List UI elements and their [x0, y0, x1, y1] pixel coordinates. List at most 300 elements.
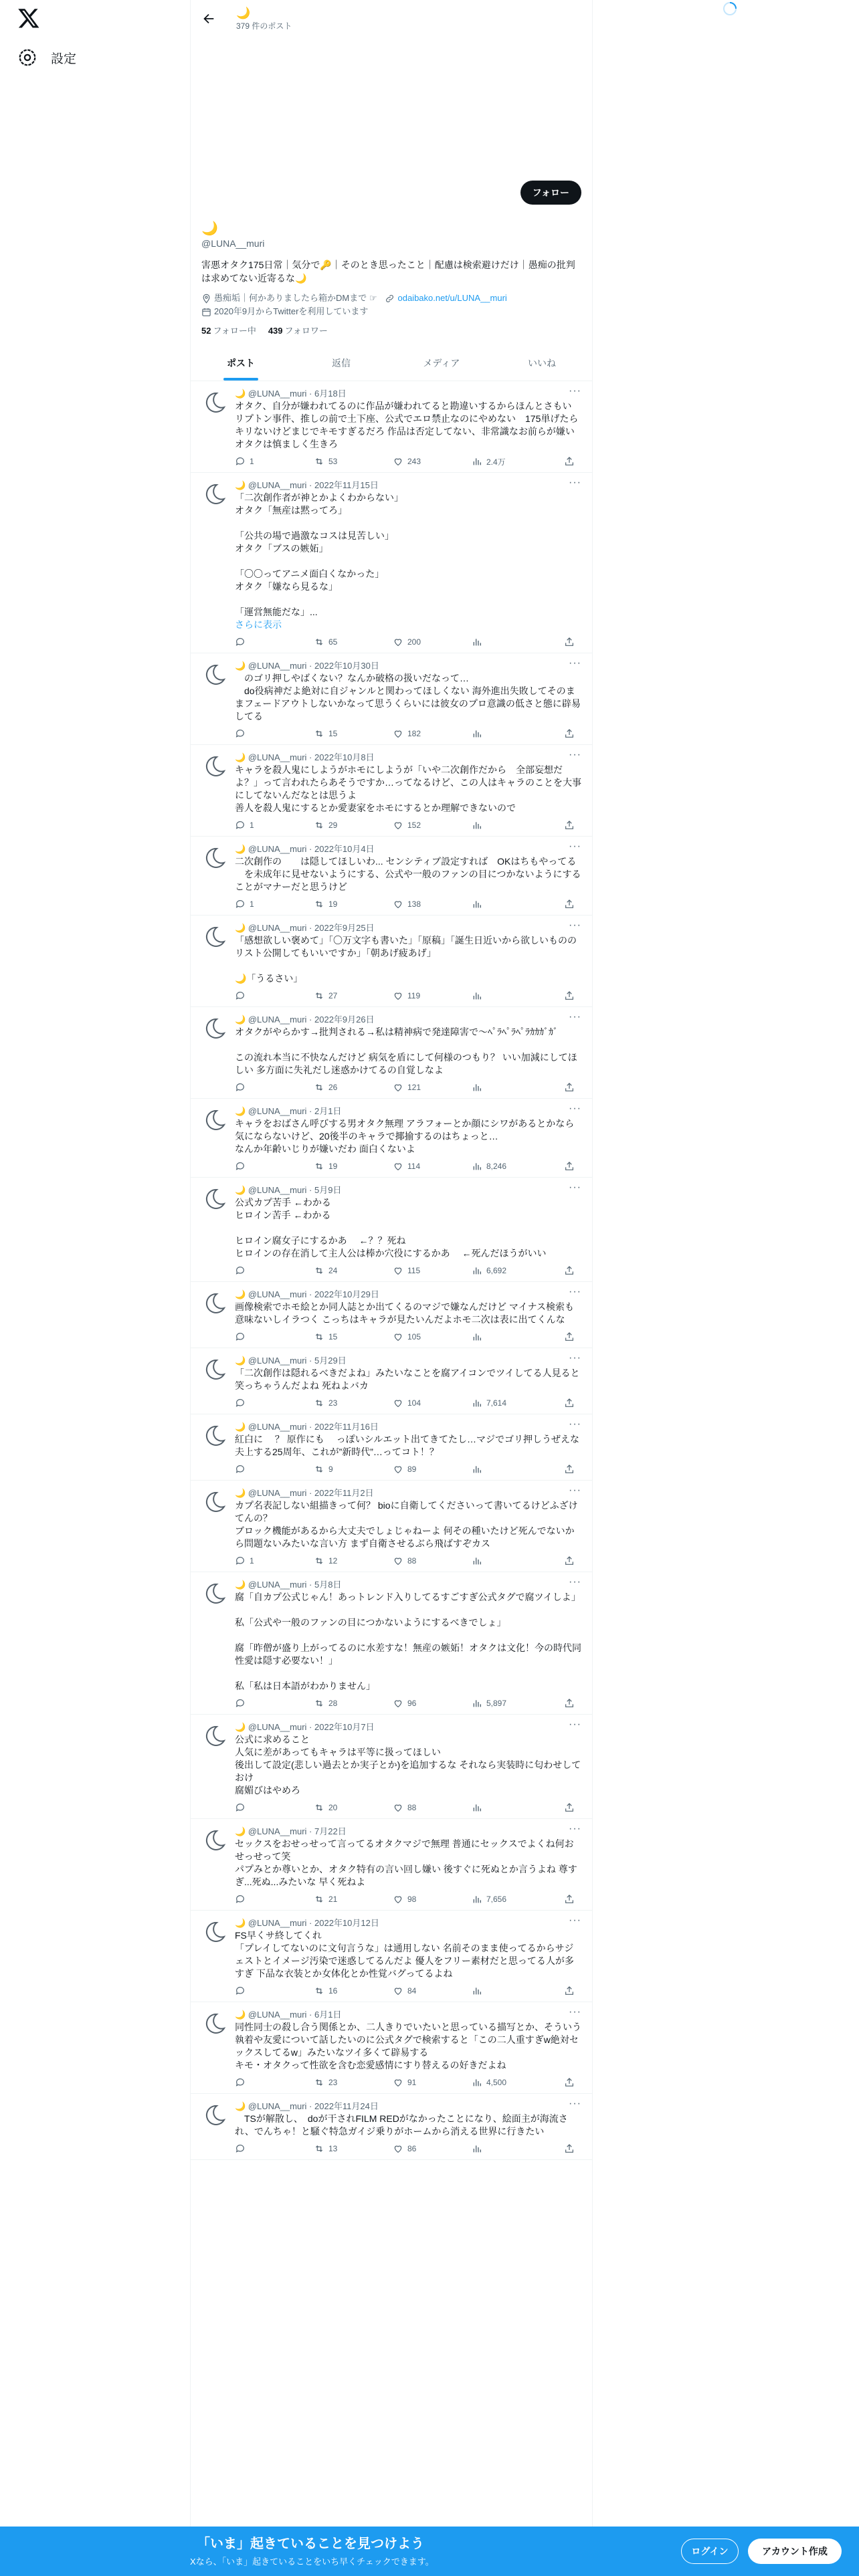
repost-button[interactable] — [314, 1265, 393, 1276]
more-options-icon[interactable]: ··· — [569, 477, 581, 488]
reply-button[interactable] — [235, 990, 314, 1001]
more-options-icon[interactable]: ··· — [569, 1286, 581, 1297]
reply-icon — [235, 990, 246, 1001]
views-button[interactable] — [472, 1802, 551, 1813]
moon-avatar-icon[interactable] — [201, 661, 228, 688]
post[interactable]: ··· 🌙 @LUNA__muri · 2022年9月25日 「感想欲しい褒めて」「〇万文字も書いた」「原稿」「誕生日近いから欲しいもののリスト公開してもいいですか」「朝あげ疲あげ」 🌙「うるさい」 27 119 — [191, 916, 592, 1007]
moon-avatar-icon[interactable] — [201, 1723, 228, 1749]
share-button[interactable] — [564, 1555, 579, 1566]
like-button[interactable] — [393, 728, 472, 739]
repost-count: 12 — [328, 1556, 338, 1566]
post-author-handle[interactable]: @LUNA__muri — [248, 1014, 307, 1025]
moon-avatar-icon[interactable] — [201, 2010, 228, 2037]
heart-icon — [393, 456, 403, 467]
share-button[interactable] — [564, 637, 579, 647]
like-button[interactable] — [393, 820, 472, 831]
like-button[interactable] — [393, 1698, 472, 1709]
views-button[interactable] — [472, 1398, 551, 1408]
post-date[interactable]: 2022年11月24日 — [314, 2101, 379, 2111]
post-date[interactable]: 2022年9月25日 — [314, 923, 375, 933]
post-author-handle[interactable]: @LUNA__muri — [248, 1580, 307, 1590]
moon-avatar-icon[interactable] — [201, 1290, 228, 1317]
post-date[interactable]: 2022年10月30日 — [314, 661, 379, 671]
like-button[interactable] — [393, 1802, 472, 1813]
repost-button[interactable] — [314, 2077, 393, 2088]
repost-icon — [314, 1265, 324, 1276]
views-button[interactable] — [472, 820, 551, 831]
reply-icon — [235, 1265, 246, 1276]
post-text: FS早くサ終してくれ 「プレイしてないのに文句言うな」は通用しない 名前そのまま使ってるからサジェストとイメージ汚染で迷惑してるんだよ 優人をフリー素材だと思ってる人が多すぎ 下品な衣装とか女体化とか性覚バグってるよね — [235, 1930, 574, 1979]
moon-avatar-icon[interactable] — [201, 924, 228, 950]
repost-button[interactable] — [314, 899, 393, 909]
post[interactable]: ··· 🌙 @LUNA__muri · 2022年9月26日 オタクがやらかす→批判される→私は精神病で発達障害で〜ﾍﾟﾗﾍﾟﾗﾍﾟﾗｶｶｶﾞｶﾞ この流れ本当に不快なんだけど 病気を盾にして何様のつもり？ いい加減にしてほしい 多方面に失礼だし迷惑かけてるの自覚しなよ 26 121 — [191, 1007, 592, 1099]
views-icon — [472, 728, 482, 739]
more-options-icon[interactable]: ··· — [569, 1182, 581, 1193]
share-button[interactable] — [564, 1161, 579, 1172]
post-date[interactable]: 2022年11月16日 — [314, 1422, 379, 1432]
like-button[interactable] — [393, 1985, 472, 1996]
more-options-icon[interactable]: ··· — [569, 841, 581, 852]
post[interactable]: ··· 🌙 @LUNA__muri · 2022年10月4日 二次創作の は隠してほしいわ... センシティブ設定すれば OKはちもやってる を未成年に見せないようにする、公式や一般のファンの目につかないようにすることがマナーだと思うけど 1 19 138 — [191, 837, 592, 916]
reply-icon — [235, 1894, 246, 1905]
like-button[interactable] — [393, 1331, 472, 1342]
like-count: 121 — [407, 1083, 421, 1092]
heart-icon — [393, 1802, 403, 1813]
user-handle: @LUNA__muri — [201, 238, 265, 249]
reply-button[interactable] — [235, 1802, 314, 1813]
like-count: 84 — [407, 1986, 417, 1996]
repost-icon — [314, 1464, 324, 1475]
repost-button[interactable] — [314, 1802, 393, 1813]
views-button[interactable] — [472, 637, 551, 647]
like-button[interactable] — [393, 1265, 472, 1276]
like-button[interactable] — [393, 1398, 472, 1408]
like-button[interactable] — [393, 1555, 472, 1566]
share-button[interactable] — [564, 1802, 579, 1813]
post-author-name: 🌙 — [235, 752, 246, 762]
post-date[interactable]: 2022年10月8日 — [314, 752, 375, 762]
reply-button[interactable] — [235, 1331, 314, 1342]
share-button[interactable] — [564, 1331, 579, 1342]
post-author-handle[interactable]: @LUNA__muri — [248, 1356, 307, 1366]
post-date[interactable]: 2月1日 — [314, 1106, 342, 1116]
more-options-icon[interactable]: ··· — [569, 1823, 581, 1834]
share-button[interactable] — [564, 1464, 579, 1475]
repost-button[interactable] — [314, 820, 393, 831]
share-button[interactable] — [564, 728, 579, 739]
heart-icon — [393, 637, 403, 647]
reply-button[interactable] — [235, 1161, 314, 1172]
views-icon — [472, 1331, 482, 1342]
reply-button[interactable] — [235, 1698, 314, 1709]
repost-count: 9 — [328, 1465, 333, 1474]
post-author-handle[interactable]: @LUNA__muri — [248, 389, 307, 399]
post[interactable]: ··· 🌙 @LUNA__muri · 2022年10月30日 のゴリ押しやばくない？なんか破格の扱いだなって… do役病神だよ絶対に自ジャンルと関わってほしくない 海外進出失敗してそのままフェードアウトしないかなって思うくらいには彼女のプロ意識の低さと態に辟易してる 15 182 — [191, 653, 592, 745]
post-author-handle[interactable]: @LUNA__muri — [248, 1488, 307, 1498]
repost-icon — [314, 456, 324, 467]
post-text: 二次創作の は隠してほしいわ... センシティブ設定すれば OKはちもやってる を未成年に見せないようにする、公式や一般のファンの目につかないようにすることがマナーだと思うけど — [235, 856, 581, 892]
reply-icon — [235, 728, 246, 739]
heart-icon — [393, 1985, 403, 1996]
reply-button[interactable] — [235, 1985, 314, 1996]
moon-avatar-icon[interactable] — [201, 1107, 228, 1134]
views-button[interactable] — [472, 990, 551, 1001]
views-button[interactable] — [472, 1331, 551, 1342]
reply-icon — [235, 637, 246, 647]
views-button[interactable] — [472, 2143, 551, 2154]
moon-avatar-icon[interactable] — [201, 1489, 228, 1515]
views-button[interactable] — [472, 1464, 551, 1475]
moon-avatar-icon[interactable] — [201, 481, 228, 508]
like-button[interactable] — [393, 990, 472, 1001]
share-button[interactable] — [564, 2077, 579, 2088]
reply-icon — [235, 1161, 246, 1172]
repost-icon — [314, 820, 324, 831]
repost-button[interactable] — [314, 990, 393, 1001]
moon-avatar-icon[interactable] — [201, 1186, 228, 1212]
more-options-icon[interactable]: ··· — [569, 2006, 581, 2018]
repost-button[interactable] — [314, 1698, 393, 1709]
like-count: 88 — [407, 1803, 417, 1812]
repost-icon — [314, 2077, 324, 2088]
reply-count: 1 — [250, 821, 254, 830]
post-date[interactable]: 2022年11月2日 — [314, 1488, 374, 1498]
reply-icon — [235, 1464, 246, 1475]
post[interactable]: ··· 🌙 @LUNA__muri · 2022年11月24日 TSが解散し、 doが干されFILM REDがなかったことになり、絵面主が海流され、でんちゃ！と騒ぐ特急ガイジ乗りがホームから消える世界に行きたい 13 86 — [191, 2094, 592, 2160]
moon-avatar-icon[interactable] — [201, 753, 228, 780]
more-options-icon[interactable]: ··· — [569, 657, 581, 669]
post-author-handle[interactable]: @LUNA__muri — [248, 661, 307, 671]
post-text: 「感想欲しい褒めて」「〇万文字も書いた」「原稿」「誕生日近いから欲しいもののリスト公開してもいいですか」「朝あげ疲あげ」 🌙「うるさい」 — [235, 935, 577, 984]
moon-avatar-icon[interactable] — [201, 1919, 228, 1945]
more-options-icon[interactable]: ··· — [569, 1418, 581, 1430]
views-button[interactable] — [472, 1698, 551, 1709]
repost-count: 19 — [328, 1162, 338, 1171]
settings-link[interactable] — [17, 45, 76, 70]
post-date[interactable]: 2022年10月7日 — [314, 1722, 375, 1732]
more-options-icon[interactable]: ··· — [569, 1103, 581, 1114]
post[interactable]: ··· 🌙 @LUNA__muri · 6月1日 同性同士の殺し合う関係とか、二人きりでいたいと思っている描写とか、そういう執着や友愛について話したいのに公式タグで検索すると「この二人重すぎw絶対セックスしてるw」みたいなツイ多くて辟易する キモ・オタクって性欲を含む恋愛感情にすり替えるの好きだよね 23 91 4,500 — [191, 2002, 592, 2094]
like-count: 96 — [407, 1699, 417, 1708]
reply-icon — [235, 456, 246, 467]
post-author-handle[interactable]: @LUNA__muri — [248, 480, 307, 490]
post[interactable]: ··· 🌙 @LUNA__muri · 2022年11月2日 カプ名表記しない組描きって何？ bioに自衛してくださいって書いてるけどふざけてんの？ ブロック機能があるから大丈夫でしょじゃねーよ 何その種いたけど死んでないから問題ないみたいな言い方 まず自衛させるぶら飛ばすぞカス 1 12 88 — [191, 1481, 592, 1572]
like-count: 152 — [407, 821, 421, 830]
reply-icon — [235, 1802, 246, 1813]
like-button[interactable] — [393, 1894, 472, 1905]
views-icon — [472, 1161, 482, 1172]
views-button[interactable] — [472, 1082, 551, 1093]
moon-avatar-icon[interactable] — [201, 2102, 228, 2129]
post[interactable]: ··· 🌙 @LUNA__muri · 2022年10月12日 FS早くサ終してくれ 「プレイしてないのに文句言うな」は通用しない 名前そのまま使ってるからサジェストとイメージ汚染で迷惑してるんだよ 優人をフリー素材だと思ってる人が多すぎ 下品な衣装とか女体化とか性覚バグってるよね 16 84 — [191, 1911, 592, 2002]
reply-icon — [235, 1698, 246, 1709]
post-date[interactable]: 5月29日 — [314, 1356, 347, 1366]
more-options-icon[interactable]: ··· — [569, 1011, 581, 1023]
view-count: 7,614 — [486, 1398, 507, 1408]
reply-icon — [235, 1985, 246, 1996]
views-button[interactable] — [472, 1555, 551, 1566]
post[interactable]: ··· 🌙 @LUNA__muri · 5月29日 「二次創作は隠れるべきだよね」みたいなことを腐アイコンでツイしてる人見ると笑っちゃうんだよね 死ねよバカ 23 104 7,614 — [191, 1348, 592, 1414]
views-icon — [472, 1802, 482, 1813]
repost-icon — [314, 2143, 324, 2154]
share-button[interactable] — [564, 2143, 579, 2154]
like-button[interactable] — [393, 899, 472, 909]
like-button[interactable] — [393, 2077, 472, 2088]
repost-count: 65 — [328, 637, 338, 647]
website-link[interactable]: odaibako.net/u/LUNA__muri — [397, 293, 507, 303]
share-icon — [564, 820, 575, 831]
following-count: 52 — [201, 326, 211, 336]
post-date[interactable]: 2022年10月4日 — [314, 844, 375, 854]
like-button[interactable] — [393, 456, 472, 467]
reply-button[interactable] — [235, 1265, 314, 1276]
reply-button[interactable] — [235, 2143, 314, 2154]
repost-button[interactable] — [314, 1082, 393, 1093]
views-button[interactable] — [472, 1985, 551, 1996]
post-author-handle[interactable]: @LUNA__muri — [248, 923, 307, 933]
post-author-handle[interactable]: @LUNA__muri — [248, 2101, 307, 2111]
view-count: 7,656 — [486, 1895, 507, 1904]
post-date[interactable]: 2022年10月29日 — [314, 1289, 379, 1299]
views-icon — [472, 1698, 482, 1709]
post-author-name: 🌙 — [235, 1422, 246, 1432]
reply-button[interactable] — [235, 1555, 314, 1566]
views-button[interactable] — [472, 899, 551, 909]
repost-icon — [314, 899, 324, 909]
repost-count: 21 — [328, 1895, 338, 1904]
repost-icon — [314, 990, 324, 1001]
back-arrow-icon[interactable] — [201, 11, 216, 26]
post[interactable]: ··· 🌙 @LUNA__muri · 7月22日 セックスをおせっせって言ってるオタクマジで無理 普通にセックスでよくね何おせっせって笑 パプみとか尊いとか、オタク特有の言い回し嫌い 後すぐに死ぬとか言うよね 尊すぎ...死ぬ...みたいな 早く死ねよ 21 98 7,656 — [191, 1819, 592, 1911]
login-button[interactable]: ログイン — [681, 2539, 739, 2564]
moon-avatar-icon[interactable] — [201, 1015, 228, 1042]
signup-banner-title: 「いま」起きていることを見つけよう — [197, 2537, 424, 2551]
repost-button[interactable] — [314, 1161, 393, 1172]
post-date[interactable]: 2022年9月26日 — [314, 1014, 375, 1025]
loading-spinner-icon — [722, 1, 738, 17]
repost-button[interactable] — [314, 2143, 393, 2154]
repost-button[interactable] — [314, 1985, 393, 1996]
post-date[interactable]: 7月22日 — [314, 1826, 347, 1836]
gear-icon — [17, 47, 37, 68]
followers-count: 439 — [268, 326, 283, 336]
post-text: オタクがやらかす→批判される→私は精神病で発達障害で〜ﾍﾟﾗﾍﾟﾗﾍﾟﾗｶｶｶﾞｶﾞ この流れ本当に不快なんだけど 病気を盾にして何様のつもり？ いい加減にしてほしい 多方面に失礼だし迷惑かけてるの自覚しなよ — [235, 1027, 577, 1075]
share-button[interactable] — [564, 820, 579, 831]
views-button[interactable] — [472, 1894, 551, 1905]
post[interactable]: ··· 🌙 @LUNA__muri · 2月1日 キャラをおばさん呼びする男オタク無理 アラフォーとか顔にシワがあるとかなら気にならないけど、20後半のキャラで揶揄するのはちょっと… なんか年齢いじりが嫌いだわ 面白くないよ 19 114 8,246 — [191, 1099, 592, 1178]
post-date[interactable]: 2022年10月12日 — [314, 1918, 379, 1928]
moon-avatar-icon[interactable] — [201, 1422, 228, 1449]
more-options-icon[interactable]: ··· — [569, 1719, 581, 1730]
reply-button[interactable] — [235, 899, 314, 909]
post-author-handle[interactable]: @LUNA__muri — [248, 1422, 307, 1432]
post-date[interactable]: 5月9日 — [314, 1185, 342, 1195]
show-more-link[interactable]: さらに表示 — [235, 619, 282, 630]
post[interactable]: ··· 🌙 @LUNA__muri · 5月8日 腐「自カプ公式じゃん！あっトレンド入りしてるすごすぎ公式タグで腐ツイしよ」 私「公式や一般のファンの目につかないようにするべきでしょ」 腐「昨僧が盛り上がってるのに水差すな！無産の嫉妬！オタクは文化！今の時代同性愛は隠す必要ない！」 私「私は日本語がわかりません」 28 96 5,897 — [191, 1572, 592, 1715]
like-count: 104 — [407, 1398, 421, 1408]
tab-likes[interactable]: いいね — [528, 358, 556, 368]
moon-avatar-icon[interactable] — [201, 1827, 228, 1854]
share-icon — [564, 637, 575, 647]
more-options-icon[interactable]: ··· — [569, 920, 581, 931]
share-button[interactable] — [564, 990, 579, 1001]
more-options-icon[interactable]: ··· — [569, 1576, 581, 1588]
reply-button[interactable] — [235, 728, 314, 739]
like-button[interactable] — [393, 1082, 472, 1093]
post-author-name: 🌙 — [235, 389, 246, 399]
reply-count: 1 — [250, 899, 254, 909]
repost-count: 13 — [328, 2144, 338, 2153]
moon-avatar-icon[interactable] — [201, 845, 228, 871]
post-date[interactable]: 5月8日 — [314, 1580, 342, 1590]
repost-button[interactable] — [314, 1555, 393, 1566]
views-icon — [472, 2143, 482, 2154]
repost-button[interactable] — [314, 456, 393, 467]
post-author-name: 🌙 — [235, 2010, 246, 2020]
share-button[interactable] — [564, 1894, 579, 1905]
heart-icon — [393, 1082, 403, 1093]
post-date[interactable]: 6月1日 — [314, 2010, 342, 2020]
post[interactable]: ··· 🌙 @LUNA__muri · 2022年10月8日 キャラを殺人鬼にしようがホモにしようが「いや二次創作だから 全部妄想だよ？」って言われたらあそうですか…ってなるけど、この人はキャラのことを大事にしてないんだなとは思うよ 善人を殺人鬼にするとか愛妻家をホモにするとか理解できないので 1 29 152 — [191, 745, 592, 837]
repost-count: 19 — [328, 899, 338, 909]
post-author-name: 🌙 — [235, 1722, 246, 1732]
post[interactable]: ··· 🌙 @LUNA__muri · 5月9日 公式カプ苦手 ←わかる ヒロイン苦手 ←わかる ヒロイン腐女子にするかあ ←？？死ね ヒロインの存在消して主人公は棒か穴役にするかあ ←死んだほうがいい 24 115 6,692 — [191, 1178, 592, 1282]
moon-avatar-icon[interactable] — [201, 1580, 228, 1607]
post-author-handle[interactable]: @LUNA__muri — [248, 1106, 307, 1116]
repost-button[interactable] — [314, 1894, 393, 1905]
followers-link[interactable] — [268, 324, 328, 336]
views-button[interactable] — [472, 1265, 551, 1276]
like-count: 89 — [407, 1465, 417, 1474]
reply-icon — [235, 1082, 246, 1093]
post-author-handle[interactable]: @LUNA__muri — [248, 1826, 307, 1836]
signup-button[interactable]: アカウント作成 — [748, 2539, 842, 2564]
more-options-icon[interactable]: ··· — [569, 1352, 581, 1364]
website-item[interactable] — [385, 292, 506, 305]
post-author-handle[interactable]: @LUNA__muri — [248, 1289, 307, 1299]
post-author-handle[interactable]: @LUNA__muri — [248, 844, 307, 854]
post-author-handle[interactable]: @LUNA__muri — [248, 1722, 307, 1732]
x-logo-icon[interactable] — [17, 7, 40, 29]
like-button[interactable] — [393, 637, 472, 647]
reply-button[interactable] — [235, 456, 314, 467]
share-button[interactable] — [564, 456, 579, 467]
reply-button[interactable] — [235, 1464, 314, 1475]
post-author-handle[interactable]: @LUNA__muri — [248, 752, 307, 762]
reply-icon — [235, 1555, 246, 1566]
reply-icon — [235, 899, 246, 909]
joined-text: 2020年9月からTwitterを利用しています — [214, 306, 369, 316]
reply-button[interactable] — [235, 2077, 314, 2088]
follow-button[interactable]: フォロー — [520, 181, 581, 205]
more-options-icon[interactable]: ··· — [569, 2098, 581, 2109]
left-nav — [0, 0, 190, 2576]
location-text: 愚痴垢｜何かありましたら箱かDMまで ☞ — [214, 293, 377, 303]
post-text: 「二次創作は隠れるべきだよね」みたいなことを腐アイコンでツイしてる人見ると笑っちゃうんだよね 死ねよバカ — [235, 1368, 580, 1391]
like-button[interactable] — [393, 2143, 472, 2154]
post-author-handle[interactable]: @LUNA__muri — [248, 1918, 307, 1928]
post-author-name: 🌙 — [235, 1106, 246, 1116]
repost-button[interactable] — [314, 637, 393, 647]
post-date[interactable]: 2022年11月15日 — [314, 480, 379, 490]
like-button[interactable] — [393, 1161, 472, 1172]
share-button[interactable] — [564, 1398, 579, 1408]
post-author-handle[interactable]: @LUNA__muri — [248, 2010, 307, 2020]
reply-button[interactable] — [235, 1398, 314, 1408]
views-icon — [472, 899, 482, 909]
more-options-icon[interactable]: ··· — [569, 749, 581, 760]
views-icon — [472, 1464, 482, 1475]
reply-button[interactable] — [235, 1894, 314, 1905]
profile-info — [191, 221, 592, 336]
repost-button[interactable] — [314, 1464, 393, 1475]
more-options-icon[interactable]: ··· — [569, 1485, 581, 1496]
more-options-icon[interactable]: ··· — [569, 385, 581, 397]
tab-replies[interactable]: 返信 — [332, 358, 351, 368]
reply-button[interactable] — [235, 1082, 314, 1093]
repost-button[interactable] — [314, 1398, 393, 1408]
share-button[interactable] — [564, 1265, 579, 1276]
post-date[interactable]: 6月18日 — [314, 389, 347, 399]
post-author-name: 🌙 — [235, 1185, 246, 1195]
like-count: 86 — [407, 2144, 417, 2153]
heart-icon — [393, 1398, 403, 1408]
post-text: セックスをおせっせって言ってるオタクマジで無理 普通にセックスでよくね何おせっせって笑 パプみとか尊いとか、オタク特有の言い回し嫌い 後すぐに死ぬとか言うよね 尊すぎ...死ぬ...みたいな 早く死ねよ — [235, 1838, 577, 1887]
views-button[interactable] — [472, 456, 551, 467]
share-button[interactable] — [564, 1698, 579, 1709]
post[interactable]: ··· 🌙 @LUNA__muri · 2022年11月16日 紅白に ？ 原作にも っぽいシルエット出てきてたし…マジでゴリ押しうぜえな 夫上する25周年、これが”新時代”…ってコト！？ 9 89 — [191, 1414, 592, 1481]
share-button[interactable] — [564, 899, 579, 909]
post-author-name: 🌙 — [235, 1356, 246, 1366]
views-button[interactable] — [472, 1161, 551, 1172]
profile-header-bar — [191, 0, 592, 37]
share-button[interactable] — [564, 1082, 579, 1093]
views-button[interactable] — [472, 728, 551, 739]
moon-avatar-icon[interactable] — [201, 1356, 228, 1383]
reply-button[interactable] — [235, 820, 314, 831]
post-text: 腐「自カプ公式じゃん！あっトレンド入りしてるすごすぎ公式タグで腐ツイしよ」 私「公式や一般のファンの目につかないようにするべきでしょ」 腐「昨僧が盛り上がってるのに水差すな！無産の嫉妬！オタクは文化！今の時代同性愛は隠す必要ない！」 私「私は日本語がわかりません」 — [235, 1592, 581, 1691]
share-icon — [564, 1985, 575, 1996]
repost-icon — [314, 1985, 324, 1996]
post[interactable]: ··· 🌙 @LUNA__muri · 2022年10月29日 画像検索でホモ絵とか同人誌とか出てくるのマジで嫌なんだけど マイナス検索も意味ないしイラつく こっちはキャラが見たいんだよホモ二次は表に出てくんな 15 105 — [191, 1282, 592, 1348]
post-text: キャラを殺人鬼にしようがホモにしようが「いや二次創作だから 全部妄想だよ？」って言われたらあそうですか…ってなるけど、この人はキャラのことを大事にしてないんだなとは思うよ 善人を殺人鬼にするとか愛妻家をホモにするとか理解できないので — [235, 764, 581, 813]
location-item — [201, 292, 377, 305]
post-author-name: 🌙 — [235, 2101, 246, 2111]
following-link[interactable] — [201, 324, 256, 336]
tab-posts[interactable]: ポスト — [191, 346, 291, 381]
views-icon — [472, 456, 482, 467]
views-icon — [472, 637, 482, 647]
moon-avatar-icon[interactable] — [201, 389, 228, 416]
post[interactable]: ··· 🌙 @LUNA__muri · 6月18日 オタク、自分が嫌われてるのに作品が嫌われてると勘違いするからほんとさもい リプトン事件、推しの前で土下座、公式でエロ禁止なのにやめない 175単げたらキリないけどまじでキモすぎるだろ 作品は否定してない、非常識なお前らが嫌い オタクは慎ましく生きろ 1 53 243 2.4万 — [191, 381, 592, 473]
like-button[interactable] — [393, 1464, 472, 1475]
post[interactable]: ··· 🌙 @LUNA__muri · 2022年11月15日 「二次創作者が神とかよくわからない」 オタク「無産は黙ってろ」 「公共の場で過激なコスは見苦しい」 オタク「ブスの嫉妬」 「〇〇ってアニメ面白くなかった」 オタク「嫌なら見るな」 「運営無能だな」... さらに表示 65 200 — [191, 473, 592, 653]
share-button[interactable] — [564, 1985, 579, 1996]
like-count: 243 — [407, 457, 421, 466]
heart-icon — [393, 899, 403, 909]
more-options-icon[interactable]: ··· — [569, 1915, 581, 1926]
calendar-icon — [201, 307, 211, 317]
tab-media[interactable]: メディア — [423, 358, 460, 368]
reply-button[interactable] — [235, 637, 314, 647]
views-button[interactable] — [472, 2077, 551, 2088]
post-text: 公式に求めること 人気に差があってもキャラは平等に扱ってほしい 後出して設定(悲しい過去とか実子とか)を追加するな それなら実装時に匂わせしておけ 腐媚びはやめろ — [235, 1734, 581, 1796]
repost-button[interactable] — [314, 728, 393, 739]
link-icon — [385, 294, 395, 304]
post-author-handle[interactable]: @LUNA__muri — [248, 1185, 307, 1195]
repost-button[interactable] — [314, 1331, 393, 1342]
post[interactable]: ··· 🌙 @LUNA__muri · 2022年10月7日 公式に求めること 人気に差があってもキャラは平等に扱ってほしい 後出して設定(悲しい過去とか実子とか)を追加するな それなら実装時に匂わせしておけ 腐媚びはやめろ 20 88 — [191, 1715, 592, 1819]
